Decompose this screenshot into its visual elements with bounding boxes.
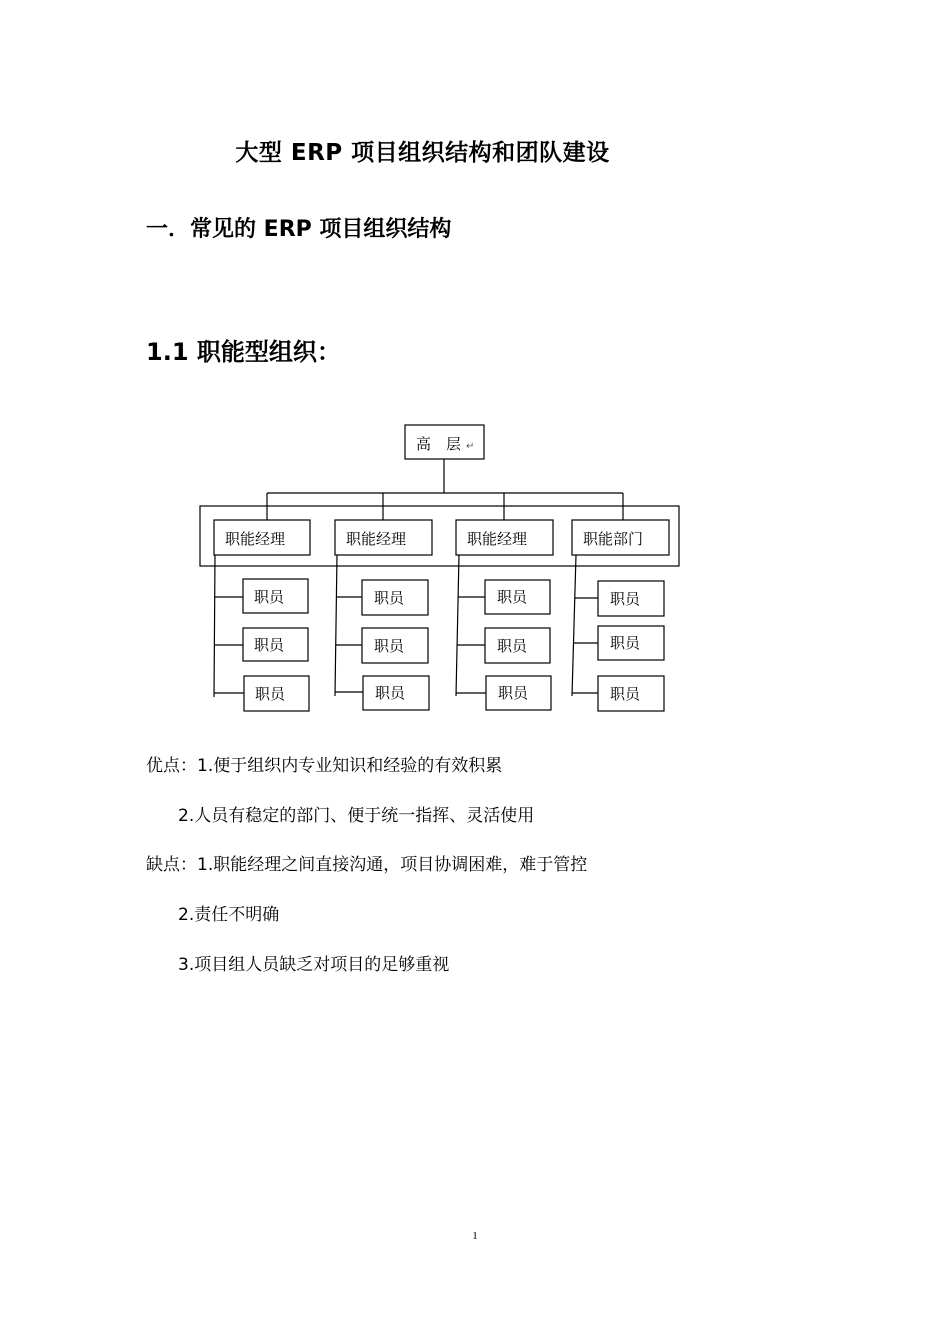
return-mark: ↵ xyxy=(466,441,475,452)
member-label: 职员 xyxy=(374,589,405,607)
top-node-label: 高 层 xyxy=(416,435,462,453)
subsection-heading: 1.1 职能型组织： xyxy=(146,338,341,366)
department-label: 职能经理 xyxy=(467,530,528,548)
document-title: 大型 ERP 项目组织结构和团队建设 xyxy=(235,140,610,166)
member-label: 职员 xyxy=(254,636,285,654)
department-label: 职能经理 xyxy=(346,530,407,548)
member-label: 职员 xyxy=(374,637,405,655)
member-label: 职员 xyxy=(610,634,641,652)
disadvantages-line-1: 缺点：1.职能经理之间直接沟通，项目协调困难，难于管控 xyxy=(146,855,588,875)
advantages-line-2: 2.人员有稳定的部门、便于统一指挥、灵活使用 xyxy=(178,806,535,826)
member-label: 职员 xyxy=(497,588,528,606)
section-heading: 一．常见的 ERP 项目组织结构 xyxy=(146,217,452,242)
page-number: 1 xyxy=(472,1230,478,1242)
member-label: 职员 xyxy=(254,588,285,606)
member-label: 职员 xyxy=(375,684,406,702)
member-label: 职员 xyxy=(498,684,529,702)
disadvantages-line-2: 2.责任不明确 xyxy=(178,905,280,925)
member-label: 职员 xyxy=(610,590,641,608)
department-label: 职能经理 xyxy=(225,530,286,548)
member-label: 职员 xyxy=(497,637,528,655)
department-label: 职能部门 xyxy=(583,530,644,548)
org-chart xyxy=(195,420,685,720)
member-label: 职员 xyxy=(255,685,286,703)
advantages-line-1: 优点：1.便于组织内专业知识和经验的有效积累 xyxy=(146,756,503,776)
disadvantages-line-3: 3.项目组人员缺乏对项目的足够重视 xyxy=(178,955,450,975)
member-label: 职员 xyxy=(610,685,641,703)
